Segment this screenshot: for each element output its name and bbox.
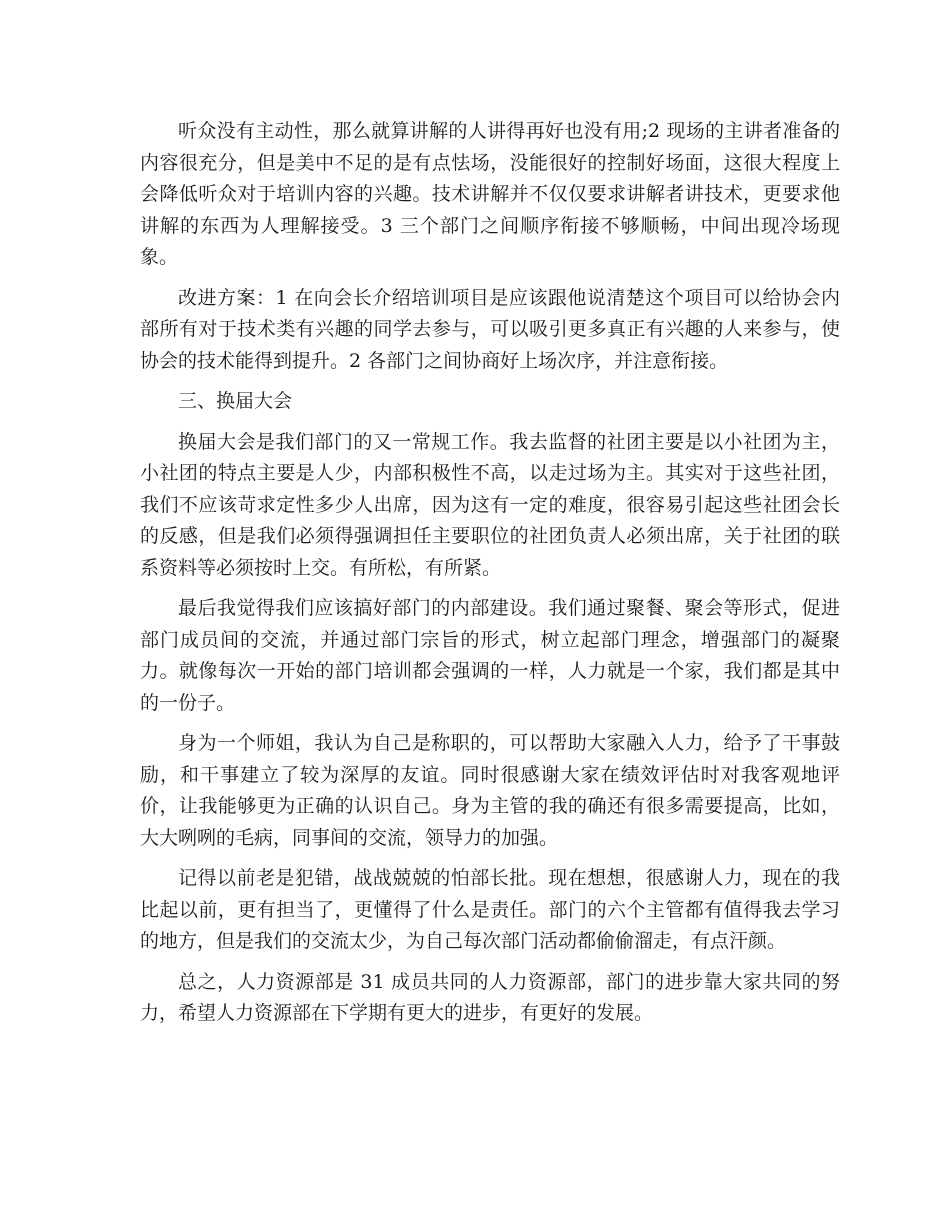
paragraph-improvement-plan: 改进方案：1 在向会长介绍培训项目是应该跟他说清楚这个项目可以给协会内部所有对于技术类有兴趣的同学去参与，可以吸引更多真正有兴趣的人来参与，使协会的技术能得到提升。2 各部门之间协商好上场次序，并注意衔接。 <box>140 286 840 372</box>
paragraph-internal-building: 最后我觉得我们应该搞好部门的内部建设。我们通过聚餐、聚会等形式，促进部门成员间的交流，并通过部门宗旨的形式，树立起部门理念，增强部门的凝聚力。就像每次一开始的部门培训都会强调的一样，人力就是一个家，我们都是其中的一份子。 <box>140 597 840 714</box>
paragraph-training-issues: 听众没有主动性，那么就算讲解的人讲得再好也没有用;2 现场的主讲者准备的内容很充分，但是美中不足的是有点怯场，没能很好的控制好场面，这很大程度上会降低听众对于培训内容的兴趣。技术讲解并不仅仅要求讲解者讲技术，更要求他讲解的东西为人理解接受。3 三个部门之间顺序衔接不够顺畅，中间出现冷场现象。 <box>140 120 840 268</box>
document-body <box>140 116 840 1039</box>
paragraph-reflection: 记得以前老是犯错，战战兢兢的怕部长批。现在想想，很感谢人力，现在的我比起以前，更有担当了，更懂得了什么是责任。部门的六个主管都有值得我去学习的地方，但是我们的交流太少，为自己每次部门活动都偷偷溜走，有点汗颜。 <box>140 867 840 952</box>
section-heading-election-meeting: 三、换届大会 <box>178 390 293 412</box>
paragraph-self-evaluation: 身为一个师姐，我认为自己是称职的，可以帮助大家融入人力，给予了干事鼓励，和干事建立了较为深厚的友谊。同时很感谢大家在绩效评估时对我客观地评价，让我能够更为正确的认识自己。身为主管的我的确还有很多需要提高，比如，大大咧咧的毛病，同事间的交流，领导力的加强。 <box>140 732 840 849</box>
paragraph-conclusion: 总之，人力资源部是 31 成员共同的人力资源部，部门的进步靠大家共同的努力，希望人力资源部在下学期有更大的进步，有更好的发展。 <box>140 970 840 1024</box>
paragraph-election-meeting: 换届大会是我们部门的又一常规工作。我去监督的社团主要是以小社团为主，小社团的特点主要是人少，内部积极性不高，以走过场为主。其实对于这些社团，我们不应该苛求定性多少人出席，因为这有一定的难度，很容易引起这些社团会长的反感，但是我们必须得强调担任主要职位的社团负责人必须出席，关于社团的联系资料等必须按时上交。有所松，有所紧。 <box>140 430 840 579</box>
